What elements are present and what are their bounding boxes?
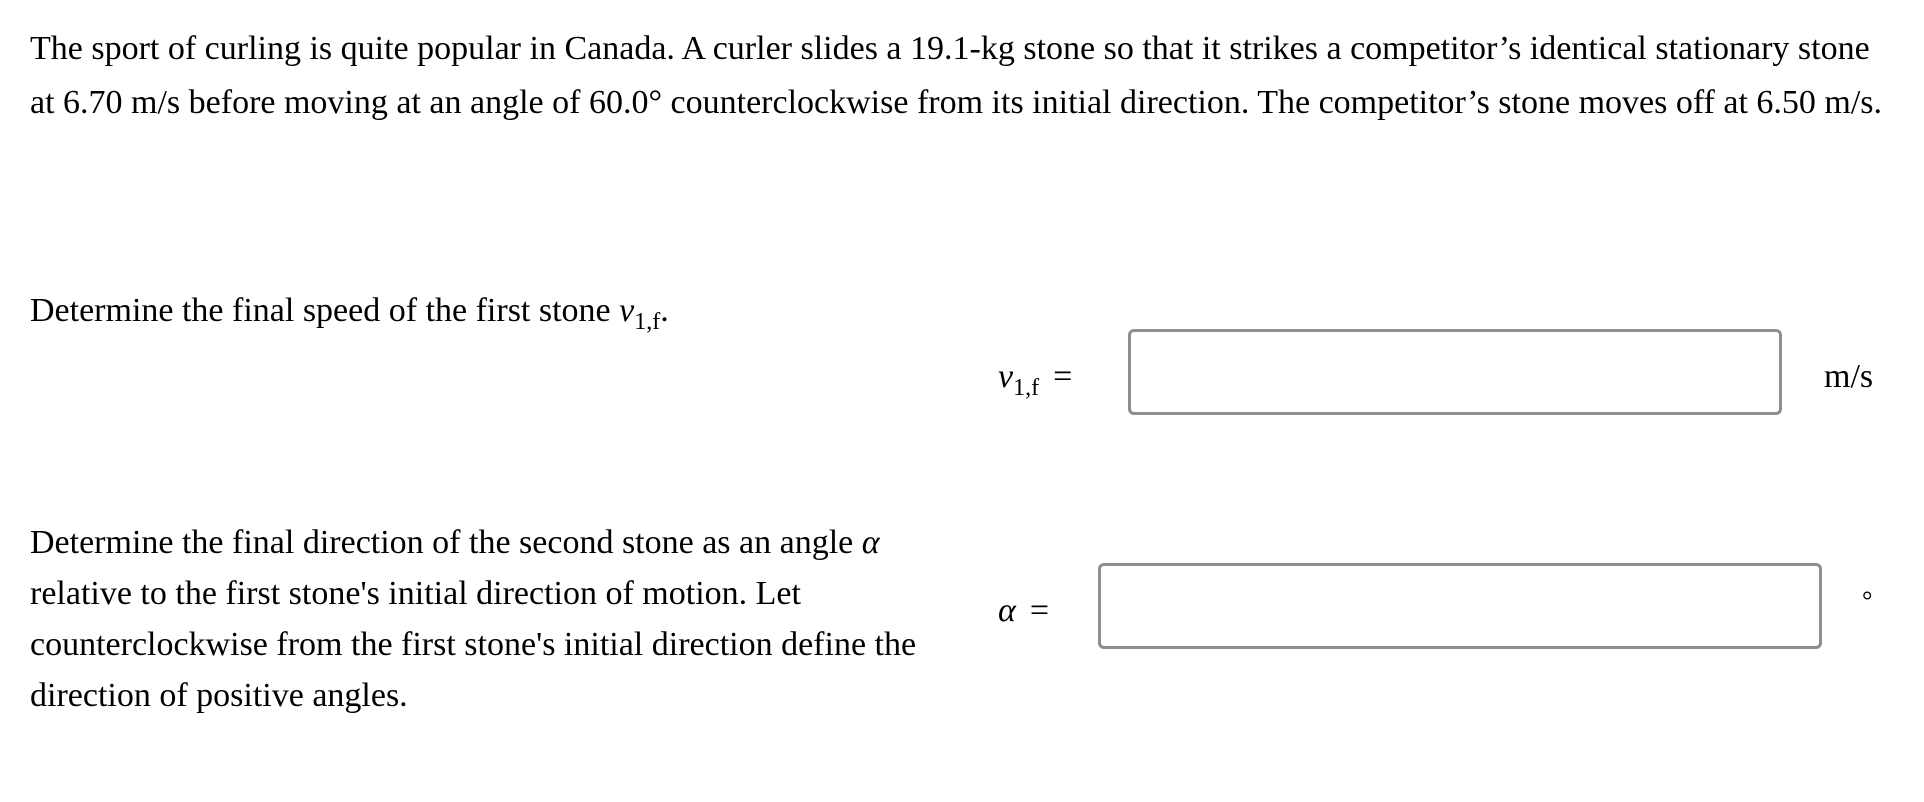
question-2-prompt-text: Determine the final direction of the second stone as an angle: [30, 524, 862, 561]
v1f-symbol-letter: v: [619, 292, 635, 329]
degree-unit-label: °: [1862, 586, 1873, 615]
v1f-answer-input[interactable]: [1128, 329, 1782, 415]
question-1-prompt-text: Determine the final speed of the first stone: [30, 292, 620, 329]
v1f-equals-sign: =: [1053, 358, 1073, 395]
problem-statement: The sport of curling is quite popular in Canada. A curler slides a 19.1-kg stone so that it strikes a competitor’s identical stationary stone at 6.70 m/s before moving at an angle of 60.0° counterclockwise from its initial direction. The competitor’s stone moves off at 6.50 m/s.: [30, 30, 1883, 121]
v1f-symbol-subscript: 1,f: [634, 309, 661, 335]
question-1-period: .: [660, 292, 669, 329]
alpha-equals-sign: =: [1029, 592, 1050, 629]
question-2-prompt: [30, 517, 950, 721]
v1f-symbol: [619, 292, 661, 335]
question-1-prompt: [30, 284, 669, 341]
alpha-label-symbol: α: [998, 592, 1016, 629]
v1f-unit-label: m/s: [1824, 358, 1874, 395]
v1f-answer-label: [998, 358, 1073, 401]
alpha-answer-label: [998, 592, 1049, 630]
alpha-symbol-inline: α: [861, 524, 880, 561]
v1f-label-symbol: [998, 358, 1040, 401]
v1f-label-letter: v: [998, 358, 1014, 395]
alpha-answer-input[interactable]: [1098, 563, 1822, 649]
question-2-prompt-rest: relative to the first stone's initial direction of motion. Let counterclockwise from the first stone's initial direction define the direction of positive angles.: [30, 575, 917, 714]
v1f-label-subscript: 1,f: [1013, 375, 1040, 401]
